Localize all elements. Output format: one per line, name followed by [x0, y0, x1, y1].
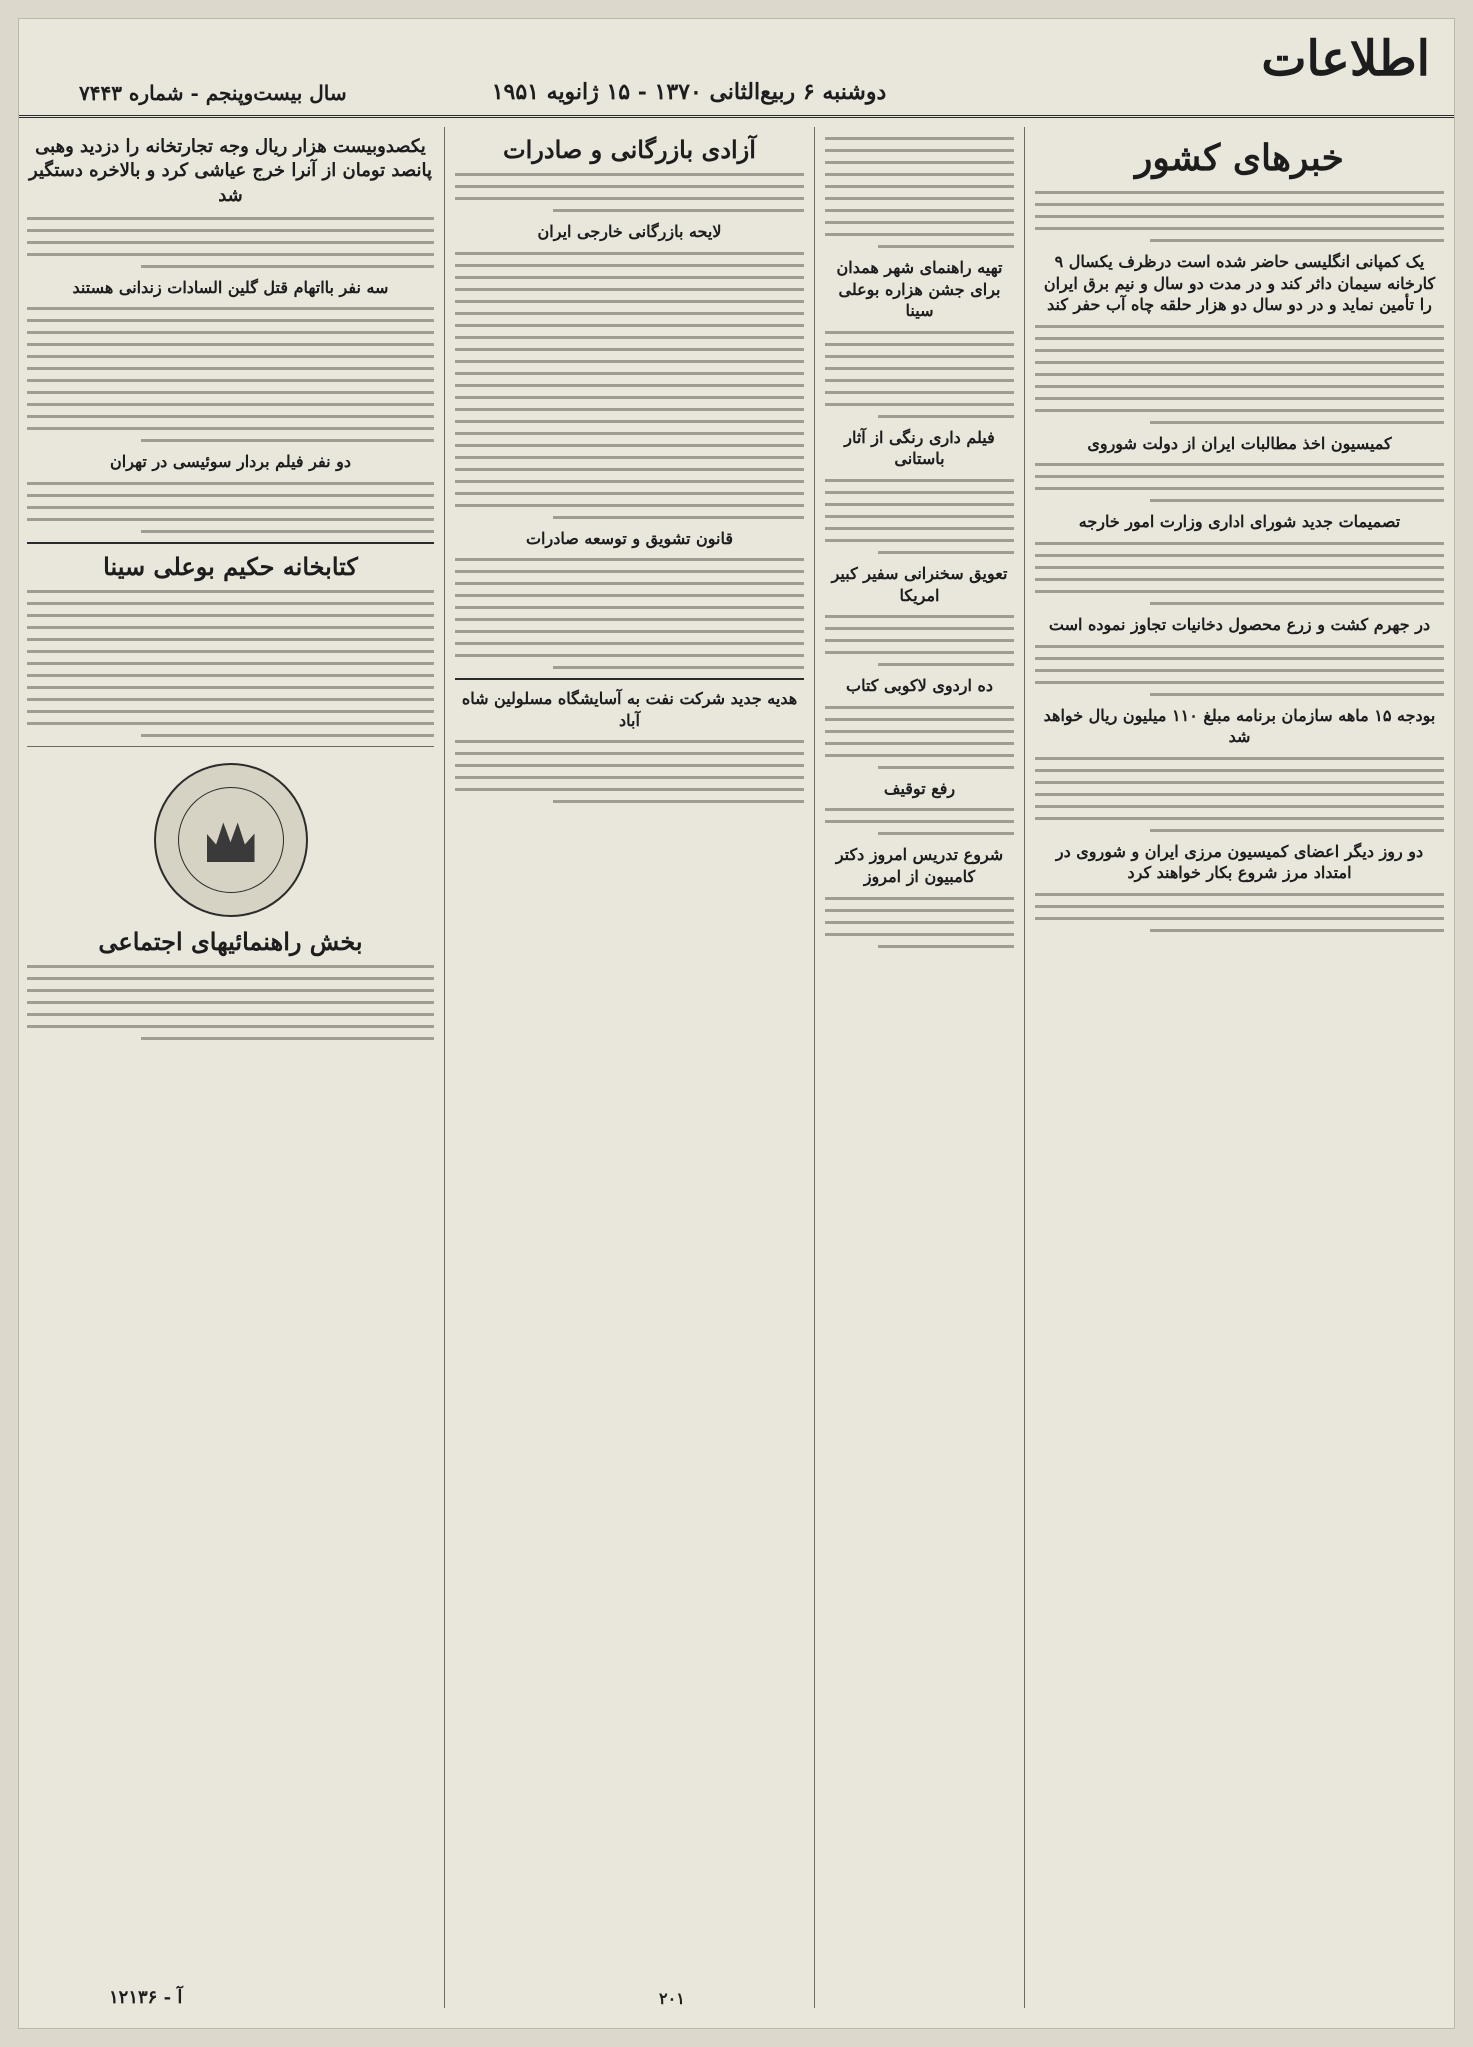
footer-code: آ - ۱۲۱۳۶ — [109, 1987, 183, 2008]
news-head-6: دو روز دیگر اعضای کمیسیون مرزی ایران و شوروی در امتداد مرز شروع بکار خواهند کرد — [1055, 841, 1424, 883]
page-number: ۲۰۱ — [659, 1989, 685, 2008]
commerce-column — [444, 127, 814, 2008]
commerce-head-3: هدیه جدید شرکت نفت به آسایشگاه مسلولین شاه آباد — [461, 689, 798, 730]
left-head-3: دو نفر فیلم بردار سوئیسی در تهران — [110, 452, 351, 472]
left-column — [17, 127, 444, 2008]
news-title: خبرهای کشور — [1135, 137, 1344, 179]
parliament-head-1: تهیه راهنمای شهر همدان برای جشن هزاره بوعلی سینا — [836, 258, 1003, 321]
newspaper-page — [18, 18, 1455, 2029]
commerce-head-2: قانون تشویق و توسعه صادرات — [525, 528, 734, 548]
issue-number: سال بیست‌وپنجم - شماره ۷۴۴۳ — [79, 81, 347, 105]
parliament-head-6: شروع تدریس امروز دکتر کامبیون از امروز — [835, 845, 1004, 886]
news-head-1: یک کمپانی انگلیسی حاضر شده است درظرف یکسال ۹ کارخانه سیمان داثر کند و در مدت دو سال و نیم برق ایران را تأمین نماید و در دو سال دو هزار حلقه چاه آب حفر کند — [1043, 252, 1436, 315]
section-title: بخش راهنمائیهای اجتماعی — [98, 927, 363, 957]
social-services-emblem-icon — [154, 763, 308, 917]
news-head-2: کمیسیون اخذ مطالبات ایران از دولت شوروی — [1087, 433, 1392, 453]
left-head-2: سه نفر بااتهام قتل گلین السادات زندانی هستند — [72, 277, 389, 297]
parliament-head-5: رفع توقیف — [883, 778, 956, 798]
news-column — [1024, 127, 1454, 2008]
commerce-head-1: لایحه بازرگانی خارجی ایران — [537, 222, 722, 241]
news-head-5: بودجه ۱۵ ماهه سازمان برنامه مبلغ ۱۱۰ میلیون ریال خواهد شد — [1043, 705, 1436, 747]
news-head-3: تصمیمات جدید شورای اداری وزارت امور خارجه — [1078, 512, 1401, 532]
parliament-column — [814, 127, 1024, 2008]
commerce-title: آزادی بازرگانی و صادرات — [503, 135, 756, 164]
parliament-head-2: فیلم داری رنگی از آثار باستانی — [844, 427, 995, 469]
library-title: کتابخانه حکیم بوعلی سینا — [103, 552, 358, 582]
dateline: دوشنبه ۶ ربیع‌الثانی ۱۳۷۰ - ۱۵ ژانویه ۱۹۵۱ — [491, 79, 887, 105]
news-head-4: در جهرم کشت و زرع محصول دخانیات تجاوز نموده است — [1048, 614, 1431, 634]
left-head-1: یکصدوبیست هزار ریال وجه تجارتخانه را دزدید وهبی پانصد تومان از آنرا خرج عیاشی کرد و بالاخره دستگیر شد — [29, 136, 432, 206]
parliament-head-3: تعویق سخنرانی سفیر کبیر امریکا — [831, 563, 1008, 605]
masthead — [19, 19, 1454, 118]
parliament-head-4: ده اردوی لاکوبی کتاب — [846, 676, 993, 696]
newspaper-logo: اطلاعات — [1261, 31, 1430, 87]
news-text — [1035, 191, 1444, 242]
